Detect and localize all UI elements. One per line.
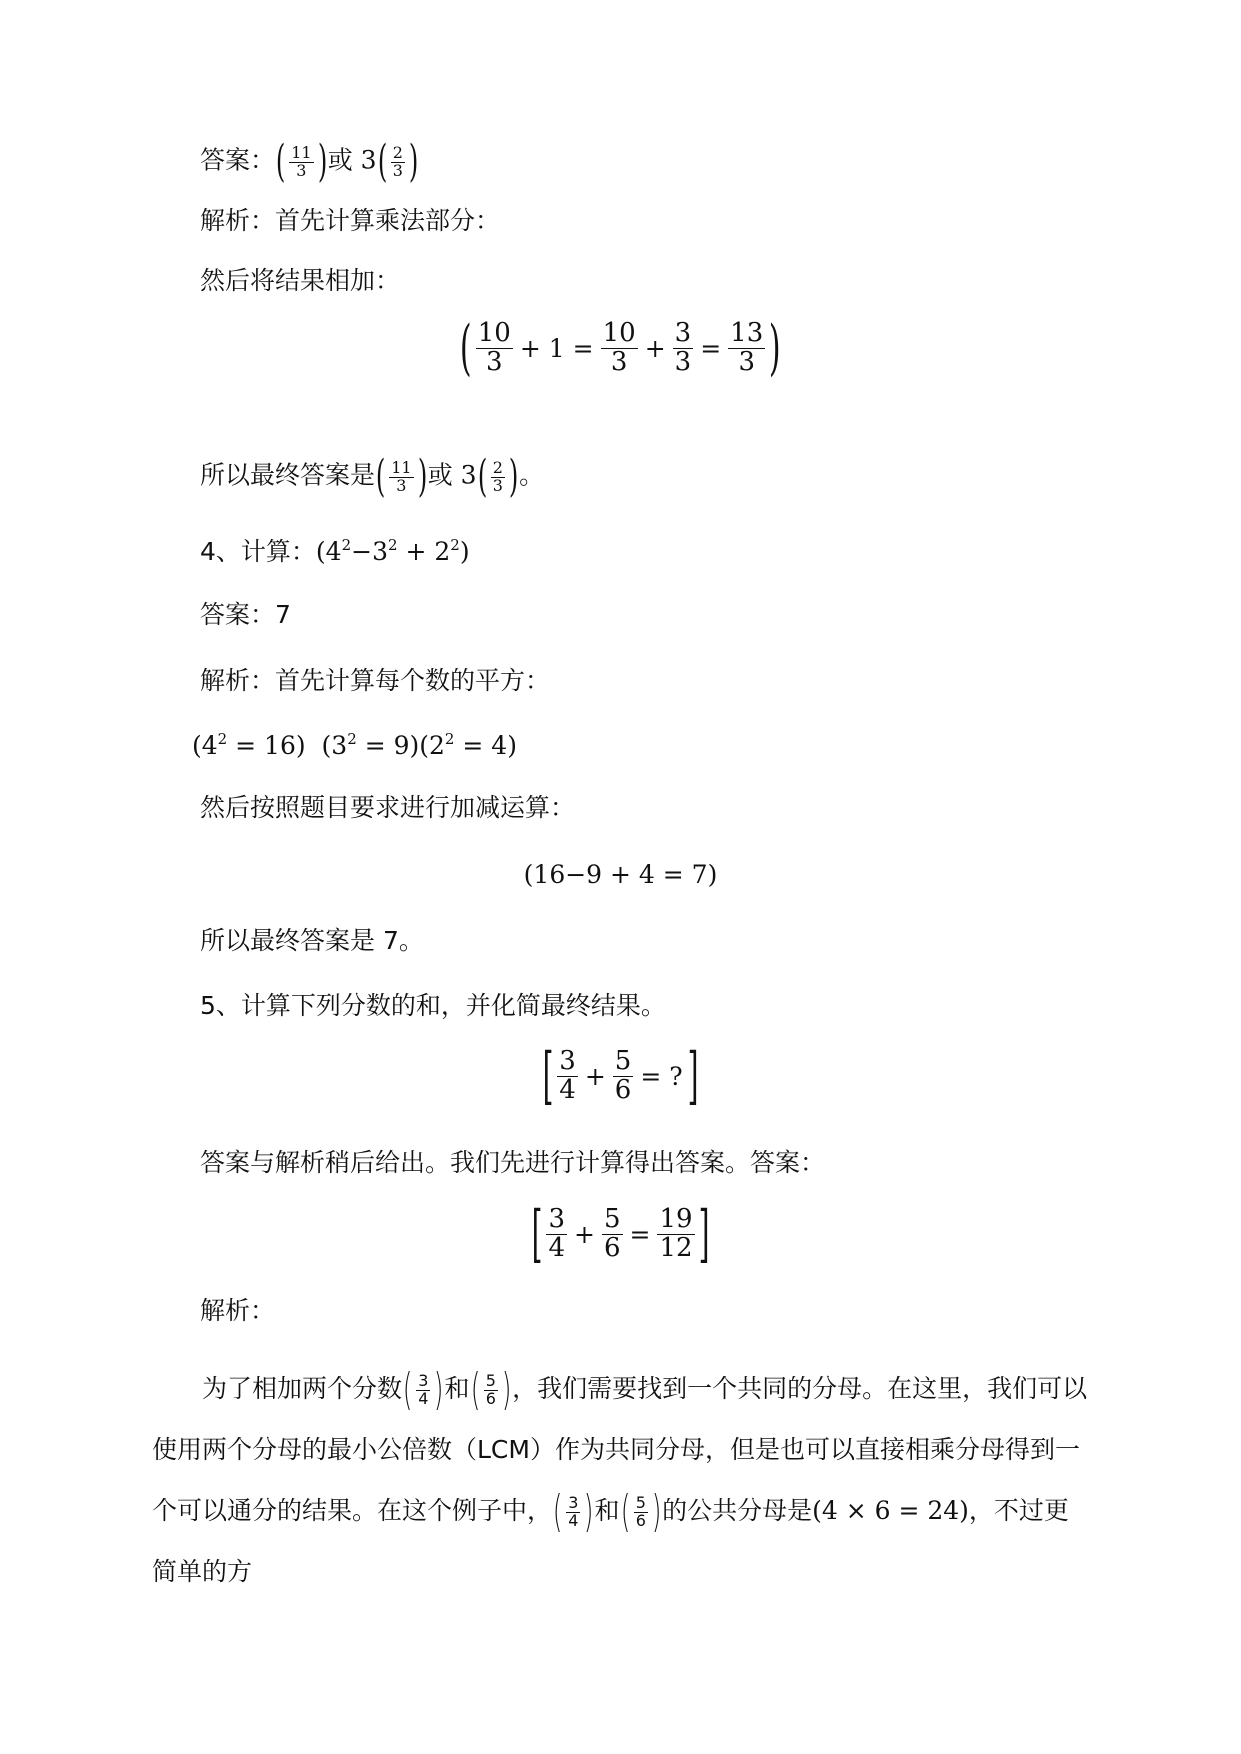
fraction: $\frac{5}{6}$ [603,1204,621,1263]
squares-line: $(4^2 = 16) (3^2 = 9)(2^2 = 4)$ [192,730,517,760]
fraction: $\frac{3}{3}$ [674,318,692,377]
fraction: $\frac{13}{3}$ [730,318,764,377]
final-answer-line-2: 所以最终答案是 7。 [200,926,424,955]
fraction: $\frac{5}{6}$ [614,1046,632,1105]
analysis-line-3: 解析： [200,1296,276,1325]
fraction: $\frac{5}{6}$ [485,1370,496,1408]
text-line: 然后按照题目要求进行加减运算： [200,793,576,822]
question-4: 4、计算：$(4^2-3^2 + 2^2)$ [200,536,470,566]
text-line: 然后将结果相加： [200,266,401,295]
fraction: $\frac{3}{4}$ [418,1370,429,1408]
fraction: $\frac{2}{3}$ [492,457,503,495]
text-line: 答案与解析稍后给出。我们先进行计算得出答案。答案： [200,1148,826,1177]
answer-label: 答案： [200,145,276,175]
fraction: $\frac{3}{4}$ [548,1204,565,1263]
equation-3: [ $\frac{3}{4}$ + $\frac{5}{6}$ = ?] [542,1039,699,1112]
fraction: $\frac{11}{3}$ [391,457,412,495]
question-5: 5、计算下列分数的和，并化简最终结果。 [200,991,666,1020]
analysis-line-1: 解析：首先计算乘法部分： [200,206,501,235]
fraction: $\frac{10}{3}$ [602,318,636,377]
fraction: $\frac{19}{12}$ [659,1204,693,1263]
answer-line-2: 答案：7 [200,600,291,629]
fraction: $\frac{11}{3}$ [291,142,312,180]
equation-4: [ $\frac{3}{4}$ + $\frac{5}{6}$ = $\frac{19}{12}$ ] [531,1197,710,1270]
equation-1: ( $\frac{10}{3}$ + 1 = $\frac{10}{3}$ + $\frac{3}{3}$ = $\frac{13}{3}$ ) [460,313,781,383]
fraction: $\frac{10}{3}$ [477,318,511,377]
fraction: $\frac{3}{4}$ [568,1492,579,1530]
analysis-line-2: 解析：首先计算每个数的平方： [200,666,551,695]
fraction: $\frac{5}{6}$ [635,1492,646,1530]
final-answer-line: 所以最终答案是( $\frac{11}{3}$ )或 3( $\frac{2}{3}$ )。 [200,451,545,502]
fraction: $\frac{3}{4}$ [559,1046,576,1105]
fraction: $\frac{2}{3}$ [392,142,403,180]
equation-2: (16−9 + 4 = 7) [523,860,718,889]
answer-line-1: 答案：( $\frac{11}{3}$ )或 3( $\frac{2}{3}$ ) [200,136,419,187]
explanation-paragraph: 为了相加两个分数( $\frac{3}{4}$ )和( $\frac{5}{6}$ )，我们需要找到一个共同的分母。在这里，我们可以使用两个分母的最小公倍数（LCM）作为共同分母，但是也可以直接相乘分母得到一个可以通分的结果。在这个例子中，( $\frac{3}{4}$ )和( $\frac{5}{6}$ )的公共分母是(4 × 6 = 24)，不过更简单的方 [152,1364,1088,1586]
